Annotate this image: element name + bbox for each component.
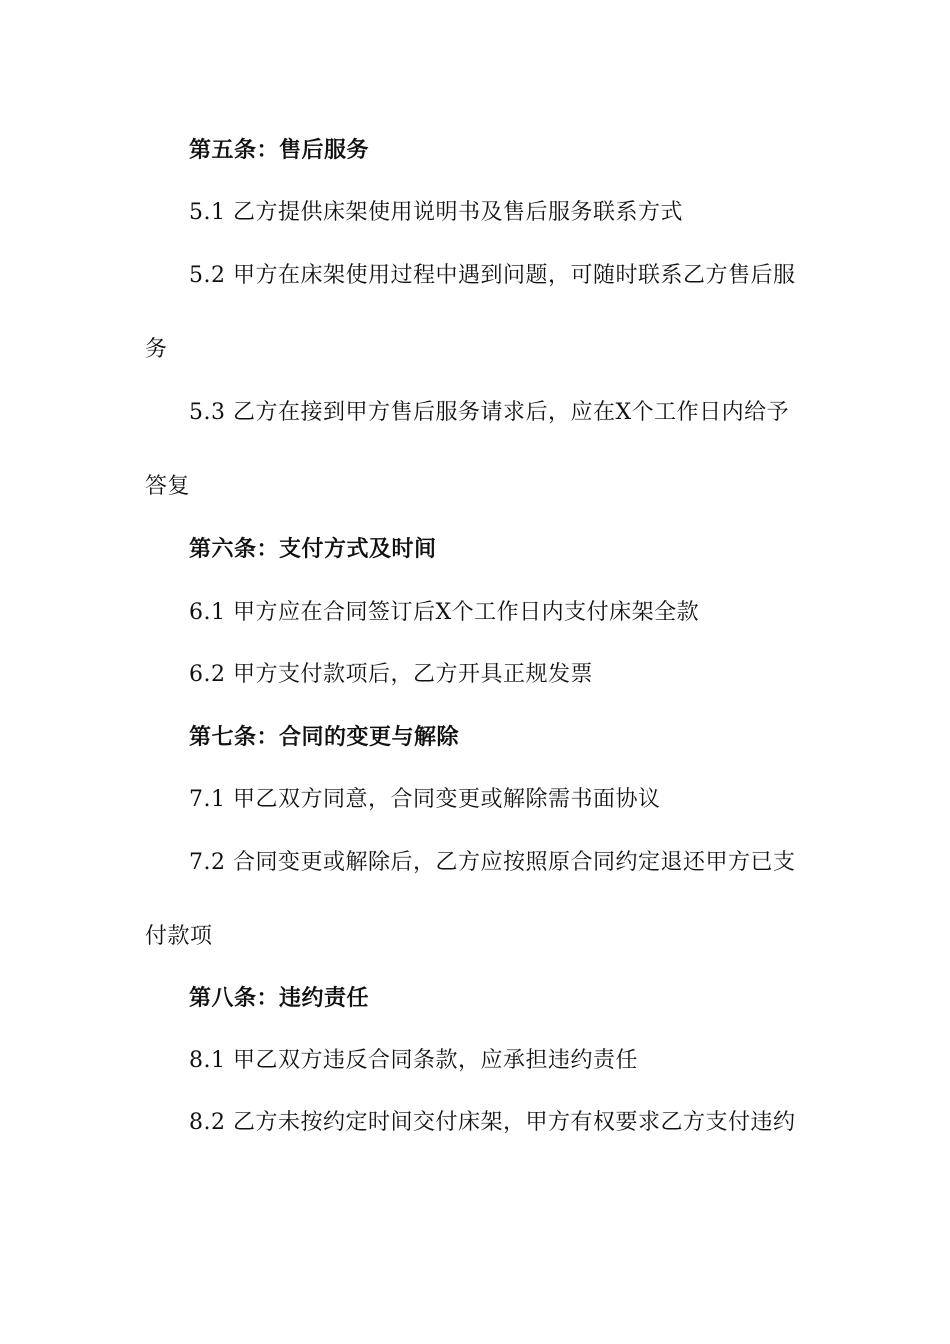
clause-8-2: 8.2 乙方未按约定时间交付床架，甲方有权要求乙方支付违约 <box>189 1110 796 1135</box>
section-heading-8: 第八条：违约责任 <box>189 986 370 1011</box>
clause-6-2: 6.2 甲方支付款项后，乙方开具正规发票 <box>189 662 593 687</box>
clause-8-1: 8.1 甲乙双方违反合同条款，应承担违约责任 <box>189 1048 638 1073</box>
clause-5-1: 5.1 乙方提供床架使用说明书及售后服务联系方式 <box>189 200 683 225</box>
clause-6-1: 6.1 甲方应在合同签订后X个工作日内支付床架全款 <box>189 600 700 625</box>
clause-5-3: 5.3 乙方在接到甲方售后服务请求后，应在X个工作日内给予 <box>189 400 790 425</box>
clause-7-1: 7.1 甲乙双方同意，合同变更或解除需书面协议 <box>189 787 661 812</box>
clause-5-2-continued: 务 <box>145 337 168 362</box>
clause-5-2: 5.2 甲方在床架使用过程中遇到问题，可随时联系乙方售后服 <box>189 263 796 288</box>
section-heading-5: 第五条：售后服务 <box>189 138 370 163</box>
clause-5-3-continued: 答复 <box>145 474 191 499</box>
section-heading-6: 第六条：支付方式及时间 <box>189 537 437 562</box>
section-heading-7: 第七条：合同的变更与解除 <box>189 725 460 750</box>
clause-7-2: 7.2 合同变更或解除后，乙方应按照原合同约定退还甲方已支 <box>189 850 796 875</box>
clause-7-2-continued: 付款项 <box>145 924 213 949</box>
